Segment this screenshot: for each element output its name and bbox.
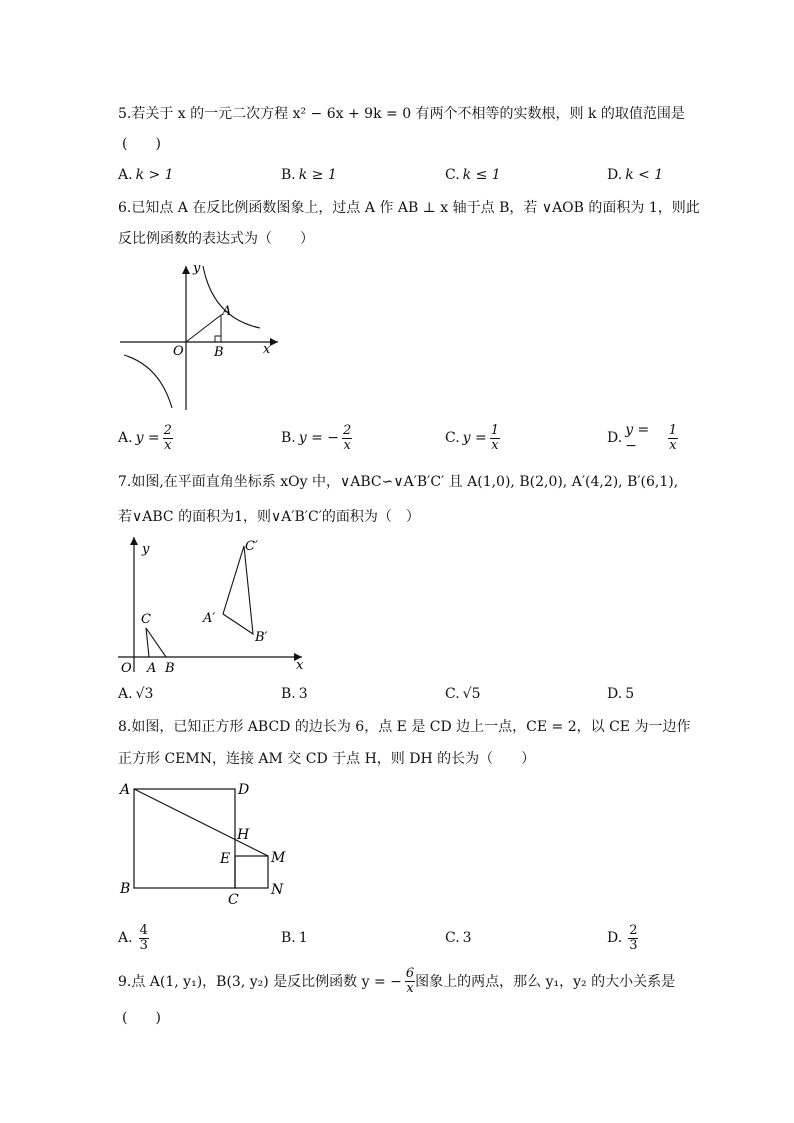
q6-stem-line2: 反比例函数的表达式为（ ） bbox=[118, 231, 314, 247]
label-b: B bbox=[120, 881, 131, 897]
q6-options bbox=[118, 421, 678, 455]
q8-stem-line1: 8.如图，已知正方形 ABCD 的边长为 6，点 E 是 CD 边上一点，CE = 2，以 CE 为一边作 bbox=[118, 719, 691, 735]
label-y: y bbox=[193, 261, 201, 276]
fraction: $\frac{2}{x}$ bbox=[163, 422, 172, 453]
right-angle-mark bbox=[215, 336, 221, 342]
q8-stem-line2: 正方形 CEMN，连接 AM 交 CD 于点 H，则 DH 的长为（ ） bbox=[118, 751, 536, 767]
square-cemn bbox=[235, 856, 268, 888]
label-b-prime: B′ bbox=[255, 630, 268, 645]
q8-option-c[interactable]: C. 3 bbox=[445, 930, 472, 946]
q6-option-b[interactable]: B. y = − $\frac{2}{x}$ bbox=[281, 422, 352, 453]
y-axis-arrow bbox=[182, 266, 190, 274]
label-h: H bbox=[237, 827, 250, 843]
x-axis-arrow bbox=[270, 338, 278, 346]
q7-stem-line2: 若∨ABC 的面积为1，则∨A′B′C′的面积为（ ） bbox=[118, 509, 420, 525]
label-m: M bbox=[271, 850, 286, 866]
q6-figure bbox=[118, 258, 288, 418]
q9-stem: 9.点 A(1, y₁)，B(3, y₂) 是反比例函数 y = − $\frac{6}{x}$ 图象上的两点，那么 y₁，y₂ 的大小关系是 bbox=[118, 965, 676, 996]
label-o: O bbox=[173, 344, 184, 359]
label-e: E bbox=[220, 851, 231, 867]
label-b: B bbox=[214, 345, 224, 360]
y-axis-arrow bbox=[130, 537, 138, 545]
q5-option-a[interactable]: A. k > 1 bbox=[118, 167, 174, 183]
q7-option-c[interactable]: C. √5 bbox=[445, 686, 481, 702]
q7-option-b[interactable]: B. 3 bbox=[281, 686, 308, 702]
fraction: $\frac{2}{3}$ bbox=[629, 922, 638, 953]
label-a: A bbox=[222, 304, 232, 319]
label-a: A bbox=[120, 782, 131, 798]
segment-am bbox=[134, 789, 268, 856]
q9-answer-paren: ( ) bbox=[122, 1010, 161, 1026]
q8-option-d[interactable]: D. $\frac{2}{3}$ bbox=[607, 922, 638, 953]
label-c-prime: C′ bbox=[245, 539, 258, 554]
q6-option-a[interactable]: A. y = $\frac{2}{x}$ bbox=[118, 422, 172, 453]
label-a: A bbox=[147, 661, 157, 674]
triangle-a2b2c2 bbox=[223, 546, 253, 634]
hyperbola-branch-q3 bbox=[124, 355, 172, 408]
label-o: O bbox=[121, 661, 132, 674]
label-b: B bbox=[165, 661, 175, 674]
q7-option-a[interactable]: A. √3 bbox=[118, 686, 154, 702]
q7-options bbox=[118, 677, 678, 711]
hyperbola-branch-q1 bbox=[203, 266, 260, 328]
q8-figure bbox=[116, 776, 296, 910]
label-y: y bbox=[142, 542, 150, 557]
label-n: N bbox=[271, 882, 284, 898]
q8-options bbox=[118, 921, 678, 955]
label-a-prime: A′ bbox=[203, 611, 216, 626]
fraction: $\frac{1}{x}$ bbox=[490, 422, 500, 453]
q5-option-b[interactable]: B. k ≥ 1 bbox=[281, 167, 337, 183]
fraction: $\frac{4}{3}$ bbox=[139, 922, 148, 953]
q8-option-b[interactable]: B. 1 bbox=[281, 930, 308, 946]
q6-option-c[interactable]: C. y = $\frac{1}{x}$ bbox=[445, 422, 500, 453]
q7-option-d[interactable]: D. 5 bbox=[607, 686, 635, 702]
fraction: $\frac{6}{x}$ bbox=[405, 965, 415, 996]
q8-option-a[interactable]: A. $\frac{4}{3}$ bbox=[118, 922, 148, 953]
segment-oa bbox=[186, 315, 221, 342]
q5-option-d[interactable]: D. k < 1 bbox=[607, 167, 664, 183]
q7-stem-line1: 7.如图,在平面直角坐标系 xOy 中，∨ABC∽∨A′B′C′ 且 A(1,0), B(2,0), A′(4,2), B′(6,1), bbox=[118, 474, 679, 490]
label-c: C bbox=[141, 612, 151, 627]
q5-answer-paren: ( ) bbox=[122, 136, 161, 152]
label-d: D bbox=[238, 782, 250, 798]
square-abcd bbox=[134, 789, 235, 888]
triangle-abc bbox=[146, 628, 166, 657]
label-c: C bbox=[228, 892, 239, 908]
q5-option-c[interactable]: C. k ≤ 1 bbox=[445, 167, 501, 183]
q5-options bbox=[118, 158, 678, 192]
fraction: $\frac{1}{x}$ bbox=[668, 422, 677, 453]
fraction: $\frac{2}{x}$ bbox=[343, 422, 352, 453]
label-x: x bbox=[296, 658, 304, 673]
q7-figure bbox=[116, 532, 312, 674]
q5-stem: 5.若关于 x 的一元二次方程 x² − 6x + 9k = 0 有两个不相等的实数根，则 k 的取值范围是 bbox=[118, 106, 685, 122]
label-x: x bbox=[263, 342, 271, 357]
q6-option-d[interactable]: D. y = − $\frac{1}{x}$ bbox=[607, 422, 677, 454]
q6-stem-line1: 6.已知点 A 在反比例函数图象上，过点 A 作 AB ⊥ x 轴于点 B，若 ∨AOB 的面积为 1，则此 bbox=[118, 200, 700, 216]
